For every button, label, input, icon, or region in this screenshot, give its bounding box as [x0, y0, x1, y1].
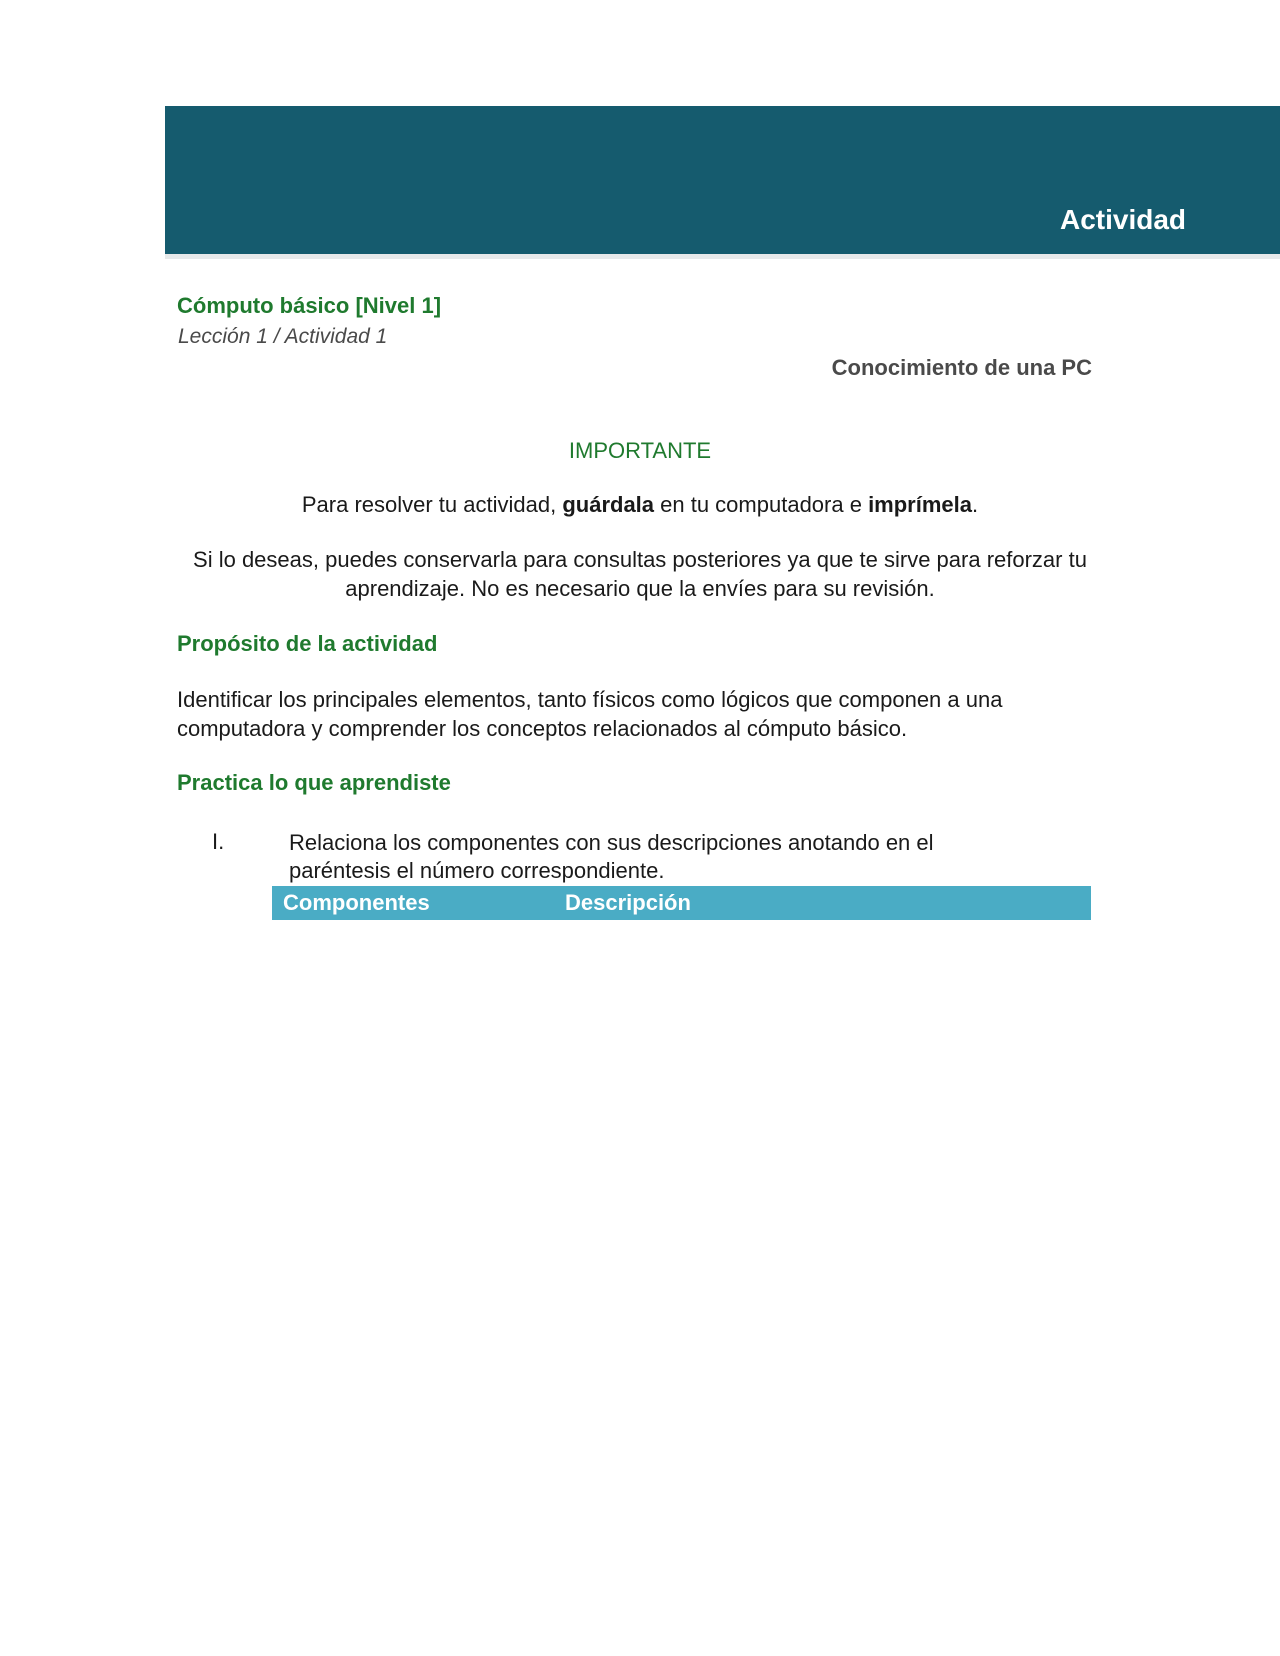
- important-label: IMPORTANTE: [568, 438, 712, 463]
- table-header: [272, 886, 1091, 920]
- header-title: Actividad: [1059, 204, 1186, 235]
- column-header-componentes: Componentes: [283, 890, 430, 915]
- notice-instructions: [165, 490, 1115, 519]
- notice-bold-print: imprímela: [868, 492, 972, 517]
- purpose-heading: Propósito de la actividad: [177, 631, 438, 656]
- header-shadow: [165, 254, 1280, 259]
- list-item-text: Relaciona los componentes con sus descripciones anotando en el paréntesis el número correspondiente.: [289, 830, 934, 883]
- purpose-text: Identificar los principales elementos, tanto físicos como lógicos que componen a una computadora y comprender los conceptos relacionados al cómputo básico.: [177, 687, 1003, 741]
- notice-text-2: en tu computadora e: [654, 492, 869, 517]
- column-header-descripcion: Descripción: [565, 890, 691, 915]
- notice-text-3: .: [972, 492, 979, 517]
- lesson-subtitle: Lección 1 / Actividad 1: [178, 325, 388, 348]
- practice-heading: Practica lo que aprendiste: [177, 770, 451, 795]
- list-item-numeral: I.: [212, 829, 225, 854]
- notice-text-1: Para resolver tu actividad,: [301, 492, 563, 517]
- notice-optional-text: Si lo deseas, puedes conservarla para consultas posteriores ya que te sirve para reforzar tu aprendizaje. No es necesario que la envíes para su revisión.: [193, 547, 1087, 601]
- notice-bold-save: guárdala: [562, 492, 655, 517]
- topic-title: Conocimiento de una PC: [831, 355, 1092, 380]
- course-title: Cómputo básico [Nivel 1]: [177, 293, 442, 318]
